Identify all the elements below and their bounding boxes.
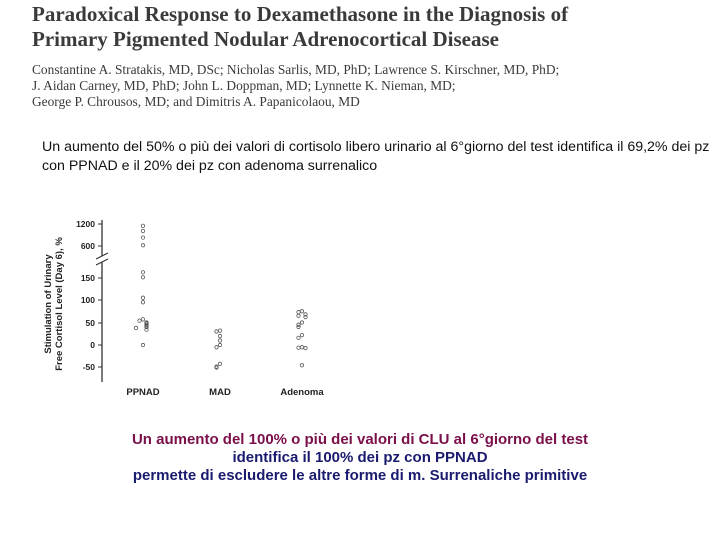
- data-point: [141, 296, 144, 299]
- y-tick-label: 600: [80, 241, 95, 251]
- conclusion-text: [40, 431, 680, 485]
- paper-title-line: Primary Pigmented Nodular Adrenocortical Disease: [32, 27, 499, 51]
- y-tick-label: -50: [82, 362, 95, 372]
- data-point: [300, 333, 303, 336]
- data-point: [297, 336, 300, 339]
- conclusion-line: identifica il 100% dei pz con PPNAD: [232, 449, 488, 466]
- data-point: [218, 339, 221, 342]
- paper-title-line: Paradoxical Response to Dexamethasone in the Diagnosis of: [32, 2, 569, 26]
- data-point: [218, 362, 221, 365]
- data-point: [141, 318, 144, 321]
- author-line: J. Aidan Carney, MD, PhD; John L. Doppman, MD; Lynnette K. Nieman, MD;: [32, 78, 456, 93]
- y-tick-label: 1200: [76, 219, 95, 229]
- y-axis-label-line: Free Cortisol Level (Day 6), %: [54, 237, 65, 371]
- x-category-label: MAD: [209, 387, 231, 398]
- scatter-chart: [40, 210, 340, 410]
- data-point: [218, 334, 221, 337]
- data-point: [141, 229, 144, 232]
- x-axis-labels: [126, 387, 324, 398]
- data-point: [297, 310, 300, 313]
- data-point: [141, 301, 144, 304]
- data-point: [138, 319, 141, 322]
- data-point: [304, 346, 307, 349]
- x-category-label: PPNAD: [126, 387, 160, 398]
- conclusion-line: permette di escludere le altre forme di m. Surrenaliche primitive: [132, 467, 588, 484]
- y-axis: [76, 219, 108, 382]
- data-point: [215, 346, 218, 349]
- data-point: [141, 343, 144, 346]
- data-points: [134, 224, 307, 369]
- y-tick-label: 50: [85, 318, 95, 328]
- paper-authors: [32, 62, 712, 110]
- y-tick-label: 100: [80, 295, 95, 305]
- conclusion-line: Un aumento del 100% o più dei valori di CLU al 6°giorno del test: [131, 431, 589, 448]
- y-tick-label: 0: [90, 340, 95, 350]
- y-axis-label: [43, 237, 65, 371]
- data-point: [134, 326, 137, 329]
- data-point: [300, 310, 303, 313]
- data-point: [218, 343, 221, 346]
- intro-text: Un aumento del 50% o più dei valori di cortisolo libero urinario al 6°giorno del test identifica il 69,2% dei pz con PPNAD e il 20% dei pz con adenoma surrenalico: [42, 139, 710, 174]
- y-axis-label-line: Stimulation of Urinary: [43, 254, 54, 354]
- data-point: [218, 329, 221, 332]
- data-point: [141, 236, 144, 239]
- paper-title: [32, 2, 712, 52]
- data-point: [215, 330, 218, 333]
- data-point: [297, 325, 300, 328]
- data-point: [297, 314, 300, 317]
- data-point: [300, 321, 303, 324]
- data-point: [300, 364, 303, 367]
- data-point: [300, 346, 303, 349]
- data-point: [141, 244, 144, 247]
- author-line: Constantine A. Stratakis, MD, DSc; Nicholas Sarlis, MD, PhD; Lawrence S. Kirschner, MD, PhD;: [32, 62, 560, 77]
- data-point: [297, 346, 300, 349]
- data-point: [141, 271, 144, 274]
- data-point: [141, 224, 144, 227]
- author-line: George P. Chrousos, MD; and Dimitris A. Papanicolaou, MD: [32, 94, 360, 109]
- data-point: [141, 276, 144, 279]
- x-category-label: Adenoma: [280, 387, 324, 398]
- y-tick-label: 150: [80, 273, 95, 283]
